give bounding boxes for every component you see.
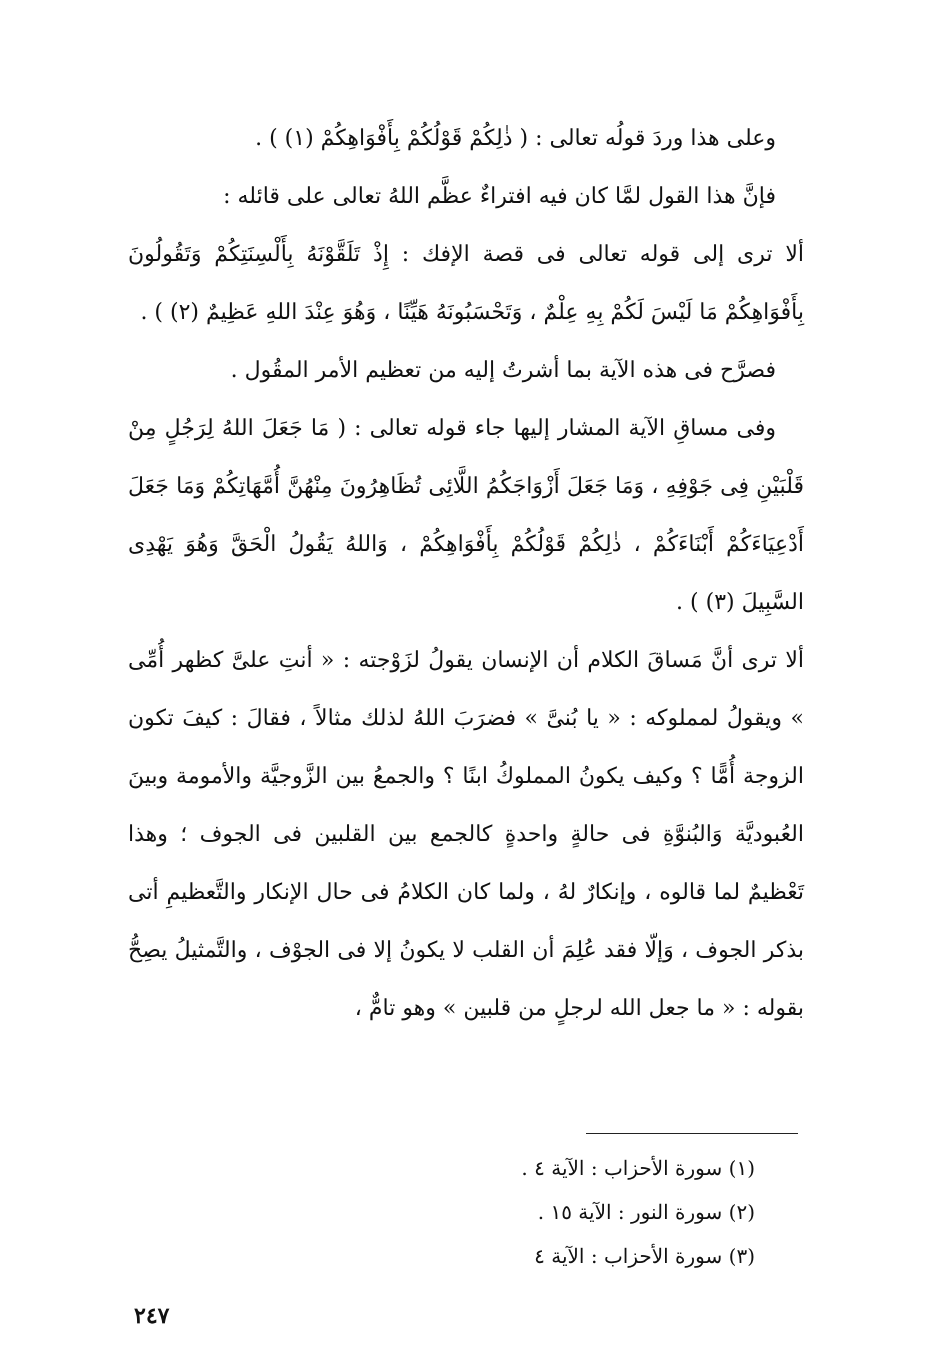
paragraph-1: وعلى هذا وردَ قولُه تعالى : ( ذٰلِكُمْ قَوْلُكُمْ بِأَفْوَاهِكُمْ (١) ) .: [255, 126, 776, 151]
footnote-separator: [586, 1133, 798, 1134]
footnote-2: (٢) سورة النور : الآية ١٥ .: [537, 1200, 755, 1224]
page-number: ٢٤٧: [134, 1303, 170, 1329]
main-text: [128, 110, 804, 1038]
paragraph-2: فإنَّ هذا القول لمَّا كان فيه افتراءٌ عظَّم اللهُ تعالى على قائله :: [223, 184, 776, 209]
paragraph-3: ألا ترى إلى قوله تعالى فى قصة الإفك : إِذْ تَلَقَّوْنَهُ بِأَلْسِنَتِكُمْ وَتَقُولُونَ بِأَفْوَاهِكُمْ مَا لَيْسَ لَكُمْ بِهِ عِلْمٌ ، وَتَحْسَبُونَهُ هَيِّنًا ، وَهُوَ عِنْدَ اللهِ عَظِيمٌ (٢) ) .: [128, 242, 804, 325]
paragraph-5: وفى مساقِ الآية المشار إليها جاء قوله تعالى : ( مَا جَعَلَ اللهُ لِرَجُلٍ مِنْ قَلْبَيْنِ فِى جَوْفِهِ ، وَمَا جَعَلَ أَزْوَاجَكُمُ اللَّائِى تُظَاهِرُونَ مِنْهُنَّ أُمَّهَاتِكُمْ وَمَا جَعَلَ أَدْعِيَاءَكُمْ أَبْنَاءَكُمْ ، ذٰلِكُمْ قَوْلُكُمْ بِأَفْوَاهِكُمْ ، وَاللهُ يَقُولُ الْحَقَّ وَهُوَ يَهْدِى السَّبِيلَ (٣) ) .: [128, 416, 804, 615]
paragraph-4: فصرَّح فى هذه الآية بما أشرتُ إليه من تعظيم الأمر المقُول .: [230, 358, 776, 383]
paragraph-6: ألا ترى أنَّ مَساقَ الكلام أن الإنسان يقولُ لزَوْجته : « أنتِ علىَّ كظهر أُمِّى » ويقولُ لمملوكه : « يا بُنىَّ » فضرَبَ اللهُ لذلك مثالاً ، فقالَ : كيفَ تكون الزوجة أُمًّا ؟ وكيف يكونُ المملوكُ ابنًا ؟ والجمعُ بين الزَّوجيَّة والأمومة وبينَ العُبوديَّة وَالبُنوَّةِ فى حالةٍ واحدةٍ كالجمع بين القلبين فى الجوف ؛ وهذا تَعْظيمٌ لما قالوه ، وإنكارٌ لهُ ، ولما كان الكلامُ فى حال الإنكار والتَّعظيمِ أتى بذكر الجوف ، وَإلّا فقد عُلِمَ أن القلب لا يكونُ إلا فى الجوْف ، والتَّمثيلُ يصِحُّ بقوله : « ما جعل الله لرجلٍ من قلبين » وهو تامٌّ ،: [128, 648, 804, 1021]
footnotes: [300, 1146, 755, 1278]
footnote-1: (١) سورة الأحزاب : الآية ٤ .: [521, 1156, 755, 1180]
footnote-3: (٣) سورة الأحزاب : الآية ٤: [534, 1244, 755, 1268]
